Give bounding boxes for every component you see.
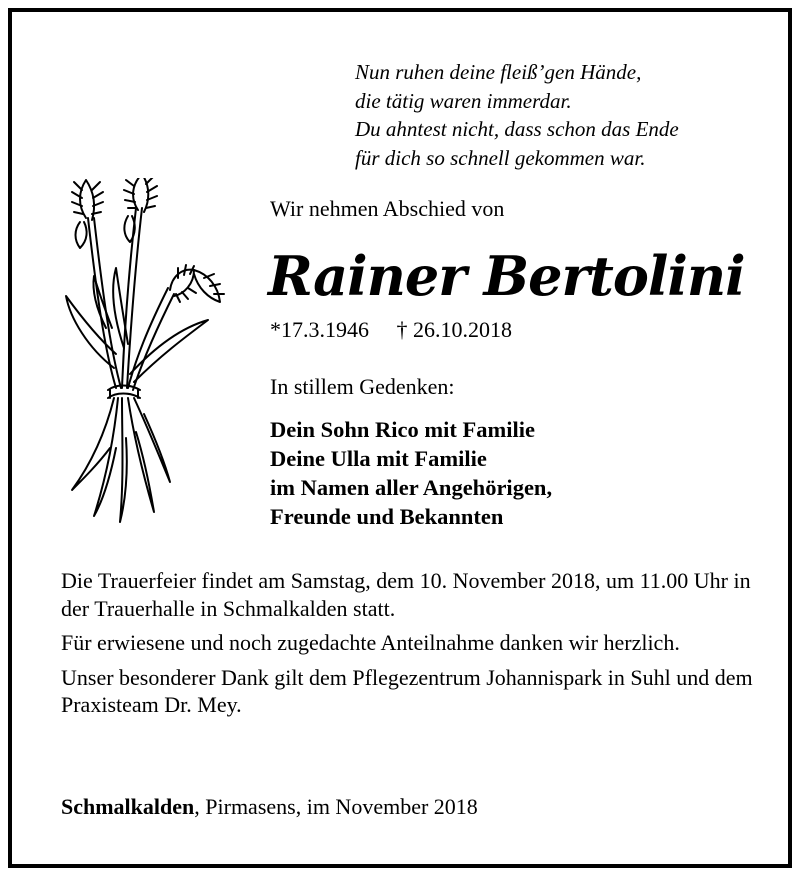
poem-line: für dich so schnell gekommen war. xyxy=(355,145,646,170)
poem xyxy=(355,58,775,172)
wheat-ear-middle xyxy=(124,178,157,242)
wheat-ear-left xyxy=(72,180,103,248)
farewell-intro: Wir nehmen Abschied von xyxy=(270,196,505,221)
birth-date: *17.3.1946 xyxy=(270,317,369,342)
deceased-name: Rainer Bertolini xyxy=(268,244,745,308)
mourner-line: Dein Sohn Rico mit Familie xyxy=(270,417,535,442)
wheat-illustration xyxy=(58,178,228,538)
remembrance-heading: In stillem Gedenken: xyxy=(270,374,455,399)
life-dates xyxy=(270,317,534,343)
mourner-line: Freunde und Bekannten xyxy=(270,504,504,529)
poem-line: Du ahntest nicht, dass schon das Ende xyxy=(355,117,679,141)
thanks-paragraph: Für erwiesene und noch zugedachte Anteilnahme danken wir herzlich. xyxy=(61,630,680,655)
poem-line: Nun ruhen deine fleiß’gen Hände, xyxy=(355,60,642,84)
death-date: † 26.10.2018 xyxy=(396,317,512,342)
mourner-line: Deine Ulla mit Familie xyxy=(270,446,487,471)
funeral-details xyxy=(61,567,761,726)
place-rest: , Pirmasens, im November 2018 xyxy=(194,794,478,819)
mourner-line: im Namen aller Angehörigen, xyxy=(270,475,553,500)
wheat-ear-right xyxy=(170,265,224,302)
poem-line: die tätig waren immerdar. xyxy=(355,88,572,113)
place-and-date xyxy=(61,794,478,820)
special-thanks-paragraph: Unser besonderer Dank gilt dem Pflegezentrum Johannispark in Suhl und dem Praxisteam Dr. Mey. xyxy=(61,664,753,717)
mourners-list xyxy=(270,415,552,531)
funeral-info-paragraph: Die Trauerfeier findet am Samstag, dem 10. November 2018, um 11.00 Uhr in der Trauerhalle in Schmalkalden statt. xyxy=(61,568,751,621)
place-town: Schmalkalden xyxy=(61,794,195,819)
